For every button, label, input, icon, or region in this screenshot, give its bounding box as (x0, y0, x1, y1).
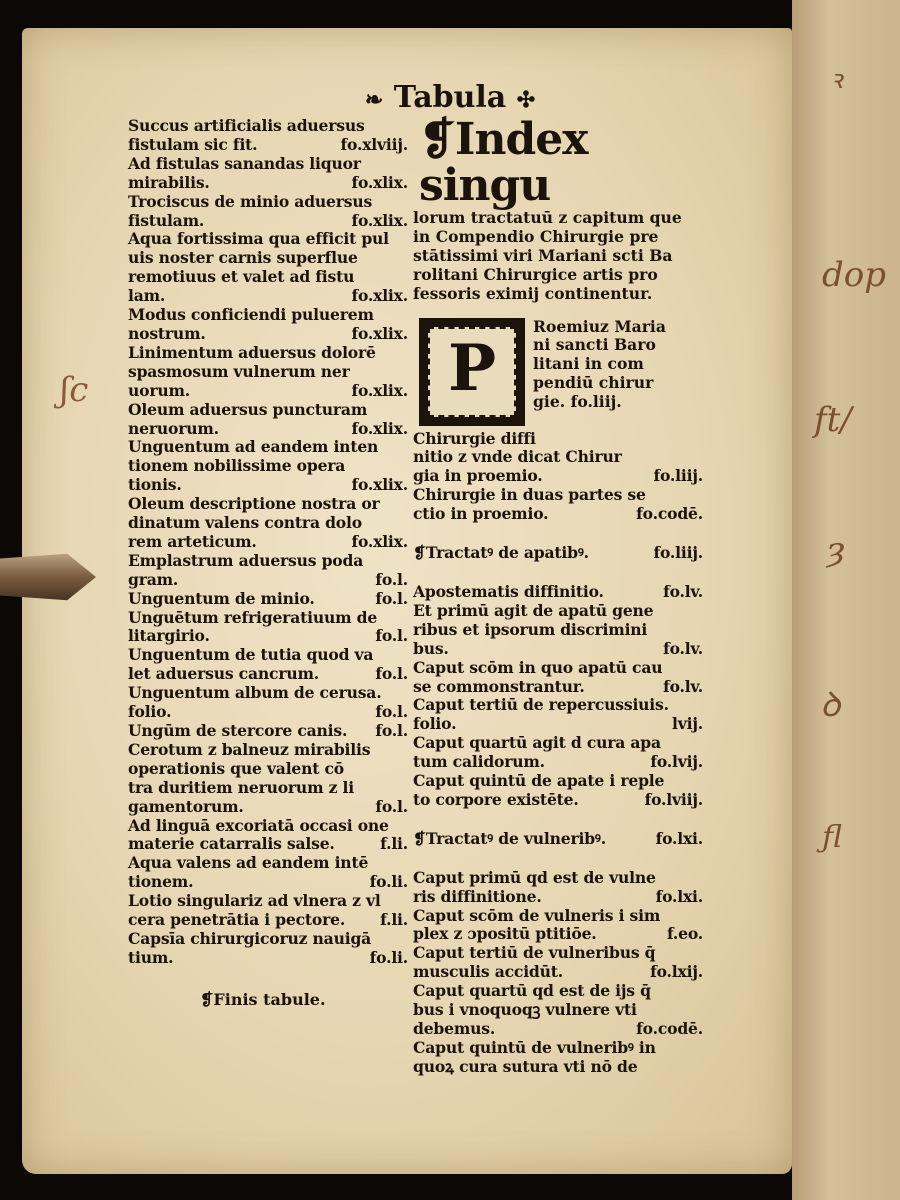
folio-reference: fo.xlix. (351, 323, 408, 343)
index-title: ❡Index singu (419, 114, 588, 211)
folio-reference: fo.lv. (663, 676, 703, 696)
entry-line: Et primū agit de apatū gene (413, 600, 654, 620)
folio-reference: fo.lvij. (650, 752, 703, 772)
entry-line: to corpore existēte. fo.lviij. (413, 789, 703, 809)
ornament-icon: ❧ (364, 87, 384, 113)
section-heading: ❡Tractatꝰ de apatibꝰ. fo.liij. (413, 543, 703, 563)
entry-line: Cerotum z balneuz mirabilis (128, 739, 371, 759)
entry-line: rem arteticum. fo.xlix. (128, 531, 408, 551)
entry-line: Capsīa chirurgicoruz nauigā (128, 928, 372, 948)
entry-line: neruorum. fo.xlix. (128, 418, 408, 438)
handwritten-note: ꝛ (830, 65, 843, 95)
index-entry (413, 907, 703, 945)
folio-reference: fo.xlix. (351, 210, 408, 230)
section-heading: ❡Tractatꝰ de vulneribꝰ. fo.lxi. (413, 828, 703, 848)
text-line: stātissimi viri Mariani scti Ba (413, 245, 673, 265)
margin-annotation: ʃc (60, 370, 89, 410)
entry-line: Unguentum de tutia quod va (128, 645, 374, 665)
entry-line: Aqua valens ad eandem intē (128, 853, 369, 873)
text-line: Roemiuz Maria (533, 316, 666, 336)
folio-reference: fo.l. (375, 588, 408, 608)
entry-line: Emplastrum aduersus poda (128, 550, 364, 570)
entry-line: folio. fo.l. (128, 702, 408, 722)
folio-reference: fo.l. (375, 702, 408, 722)
decorated-initial (419, 318, 525, 426)
index-entry (128, 684, 408, 722)
folio-reference: fo.codē. (636, 504, 703, 524)
entry-line: uis noster carnis superflue (128, 248, 358, 268)
right-column (413, 114, 703, 1077)
page-header (0, 80, 900, 115)
folio-reference: fo.xlix. (351, 286, 408, 306)
entry-line: Chirurgie diffi (413, 428, 536, 448)
entry-line: operationis que valent cō (128, 758, 345, 778)
entry-line: Caput primū qd est de vulne (413, 867, 656, 887)
entry-line: musculis accidūt. fo.lxij. (413, 962, 703, 982)
index-intro (413, 209, 703, 304)
index-entry (128, 438, 408, 495)
index-entry (413, 734, 703, 772)
entry-line: Succus artificialis aduersus (128, 116, 365, 135)
entry-line: Unguentum de minio. fo.l. (128, 588, 408, 608)
entry-line: Oleum descriptione nostra or (128, 494, 380, 514)
folio-reference: fo.codē. (636, 1019, 703, 1038)
index-entry (128, 854, 408, 892)
text-line: rolitani Chirurgice artis pro (413, 264, 658, 284)
index-entry (128, 722, 408, 741)
handwritten-note: ȝ (827, 530, 845, 570)
folio-reference: fo.lxi. (655, 886, 703, 906)
entry-line: Chirurgie in duas partes se (413, 485, 646, 505)
index-entry (413, 982, 703, 1039)
entry-line: se commonstrantur. fo.lv. (413, 676, 703, 696)
handwritten-note: ꝺ (820, 685, 841, 725)
index-entry (128, 401, 408, 439)
folio-reference: fo.xlix. (351, 172, 408, 192)
folio-reference: fo.xlviij. (340, 134, 408, 154)
entry-line: nitio z vnde dicat Chirur (413, 447, 622, 467)
index-entry (413, 583, 703, 602)
folio-reference: fo.xlix. (351, 531, 408, 551)
entry-line: Unguentum ad eandem inten (128, 437, 379, 457)
entry-line: dinatum valens contra dolo (128, 513, 362, 533)
entry-line: Caput quartū agit d cura apa (413, 733, 661, 753)
folio-reference: fo.lv. (663, 638, 703, 658)
header-title: Tabula (393, 80, 507, 115)
text-line: ni sancti Baro (533, 335, 656, 355)
entry-line: folio. lvij. (413, 714, 703, 734)
folio-reference: fo.xlix. (351, 380, 408, 400)
entry-line: Aqua fortissima qua efficit pul (128, 229, 389, 249)
index-entry (128, 609, 408, 647)
text-line: lorum tractatuū z capitum que (413, 208, 682, 227)
entry-line: gamentorum. fo.l. (128, 796, 408, 816)
entry-line: tra duritiem neruorum z li (128, 777, 354, 797)
entry-line: fistulam. fo.xlix. (128, 210, 408, 230)
folio-reference: fo.l. (375, 796, 408, 816)
index-entry (128, 552, 408, 590)
index-entry (128, 495, 408, 552)
text-line: in Compendio Chirurgie pre (413, 226, 659, 246)
entry-line: uorum. fo.xlix. (128, 380, 408, 400)
entry-line: tium. fo.li. (128, 947, 408, 967)
entry-line: Oleum aduersus puncturam (128, 399, 368, 419)
entry-line: Ungūm de stercore canis. fo.l. (128, 721, 408, 740)
index-entry (128, 646, 408, 684)
entry-line: Linimentum aduersus dolorē (128, 342, 376, 362)
folio-reference: fo.li. (369, 947, 408, 967)
entry-line: ribus et ipsorum discrimini (413, 619, 648, 639)
text-line: litani in com (533, 354, 644, 374)
folio-reference: fo.lviij. (644, 789, 703, 809)
entry-line: Caput quartū qd est de ijs q̄ (413, 981, 651, 1001)
index-entry (128, 892, 408, 930)
index-entry (128, 306, 408, 344)
entry-line: litargirio. fo.l. (128, 626, 408, 646)
entry-line: remotiuus et valet ad fistu (128, 267, 355, 287)
text-line: pendiū chirur (533, 373, 654, 393)
index-entry (413, 602, 703, 659)
entry-line: Lotio singulariz ad vlnera z vl (128, 891, 381, 911)
entry-line: Ad linguā excoriatā occasi one (128, 815, 389, 835)
entry-line: tum calidorum. fo.lvij. (413, 752, 703, 772)
entry-line: tionem nobilissime opera (128, 456, 346, 476)
index-entry (128, 344, 408, 401)
folio-reference: fo.l. (375, 569, 408, 589)
folio-reference: fo.lv. (663, 581, 703, 601)
index-entry (128, 590, 408, 609)
handwritten-note: ƒl (822, 820, 843, 855)
folio-reference: fo.lxij. (650, 962, 703, 982)
index-entry (413, 944, 703, 982)
index-entry (128, 930, 408, 968)
entry-line: spasmosum vulnerum ner (128, 361, 350, 381)
entry-line: let aduersus cancrum. fo.l. (128, 664, 408, 684)
entry-line: Modus conficiendi puluerem (128, 305, 374, 325)
entry-line: Trociscus de minio aduersus (128, 191, 373, 211)
initial-text (533, 318, 705, 413)
folio-reference: fo.liij. (653, 466, 703, 486)
folio-reference: f.li. (380, 834, 408, 854)
entry-line: Ad fistulas sanandas liquor (128, 153, 361, 173)
facing-page (792, 0, 900, 1200)
entry-line: cera penetrātia i pectore. f.li. (128, 910, 408, 930)
index-entry (128, 817, 408, 855)
initial-letter: P (447, 330, 497, 406)
folio-reference: fo.l. (375, 721, 408, 740)
entry-line: Caput quintū de apate i reple (413, 771, 665, 791)
initial-block (413, 318, 703, 430)
index-entry (413, 1039, 703, 1077)
entry-line: mirabilis. fo.xlix. (128, 172, 408, 192)
entry-line: plex z ɔpositū ptitiōe. f.eo. (413, 924, 703, 944)
left-column (128, 117, 408, 1009)
entry-line: bus. fo.lv. (413, 638, 703, 658)
folio-reference: fo.xlix. (351, 475, 408, 495)
text-line: gie. fo.liij. (533, 392, 622, 412)
entry-line: Caput scōm in quo apatū cau (413, 657, 663, 677)
entry-line: gram. fo.l. (128, 569, 408, 589)
folio-reference: fo.l. (375, 664, 408, 684)
index-entry (413, 772, 703, 810)
folio-reference: fo.xlix. (351, 418, 408, 438)
entry-line: materie catarralis salse. f.li. (128, 834, 408, 854)
index-entry (413, 430, 703, 487)
folio-reference: f.eo. (666, 924, 703, 944)
ornament-icon: ✣ (516, 87, 536, 113)
entry-line: Unguētum refrigeratiuum de (128, 607, 378, 627)
folio-reference: fo.li. (369, 872, 408, 892)
folio-reference: f.li. (380, 910, 408, 930)
index-entry (413, 869, 703, 907)
index-entry (128, 230, 408, 306)
index-entry (128, 741, 408, 817)
handwritten-note: dop (822, 255, 886, 295)
handwritten-note: ft/ (814, 400, 852, 440)
entry-line: ris diffinitione. fo.lxi. (413, 886, 703, 906)
entry-line: nostrum. fo.xlix. (128, 323, 408, 343)
folio-reference: fo.l. (375, 626, 408, 646)
entry-line: lam. fo.xlix. (128, 286, 408, 306)
index-entry (413, 486, 703, 524)
text-line: fessoris eximij continentur. (413, 283, 653, 303)
entry-line: debemus. fo.codē. (413, 1019, 703, 1038)
index-entry (413, 696, 703, 734)
entry-line: gia in proemio. fo.liij. (413, 466, 703, 486)
folio-reference: lvij. (672, 714, 703, 734)
entry-line: Caput tertiū de repercussiuis. (413, 695, 669, 715)
index-entry (128, 193, 408, 231)
entry-line: Apostematis diffinitio. fo.lv. (413, 581, 703, 601)
entry-line: Caput tertiū de vulneribus q̄ (413, 943, 656, 963)
index-entry (128, 117, 408, 155)
entry-line: bus i vnoquoqꝫ vulnere vti (413, 1000, 637, 1020)
entry-line: Unguentum album de cerusa. (128, 683, 382, 703)
entry-line: tionis. fo.xlix. (128, 475, 408, 495)
index-entry (128, 155, 408, 193)
entry-line: Caput quintū de vulneribꝰ in (413, 1037, 656, 1057)
index-entry (413, 659, 703, 697)
entry-line: Caput scōm de vulneris i sim (413, 905, 661, 925)
entry-line: fistulam sic fit. fo.xlviij. (128, 134, 408, 154)
entry-line: tionem. fo.li. (128, 872, 408, 892)
entry-line: ctio in proemio. fo.codē. (413, 504, 703, 524)
finis-line: ❡Finis tabule. (200, 989, 326, 1009)
entry-line: quoꝝ cura sutura vti nō de (413, 1056, 638, 1076)
